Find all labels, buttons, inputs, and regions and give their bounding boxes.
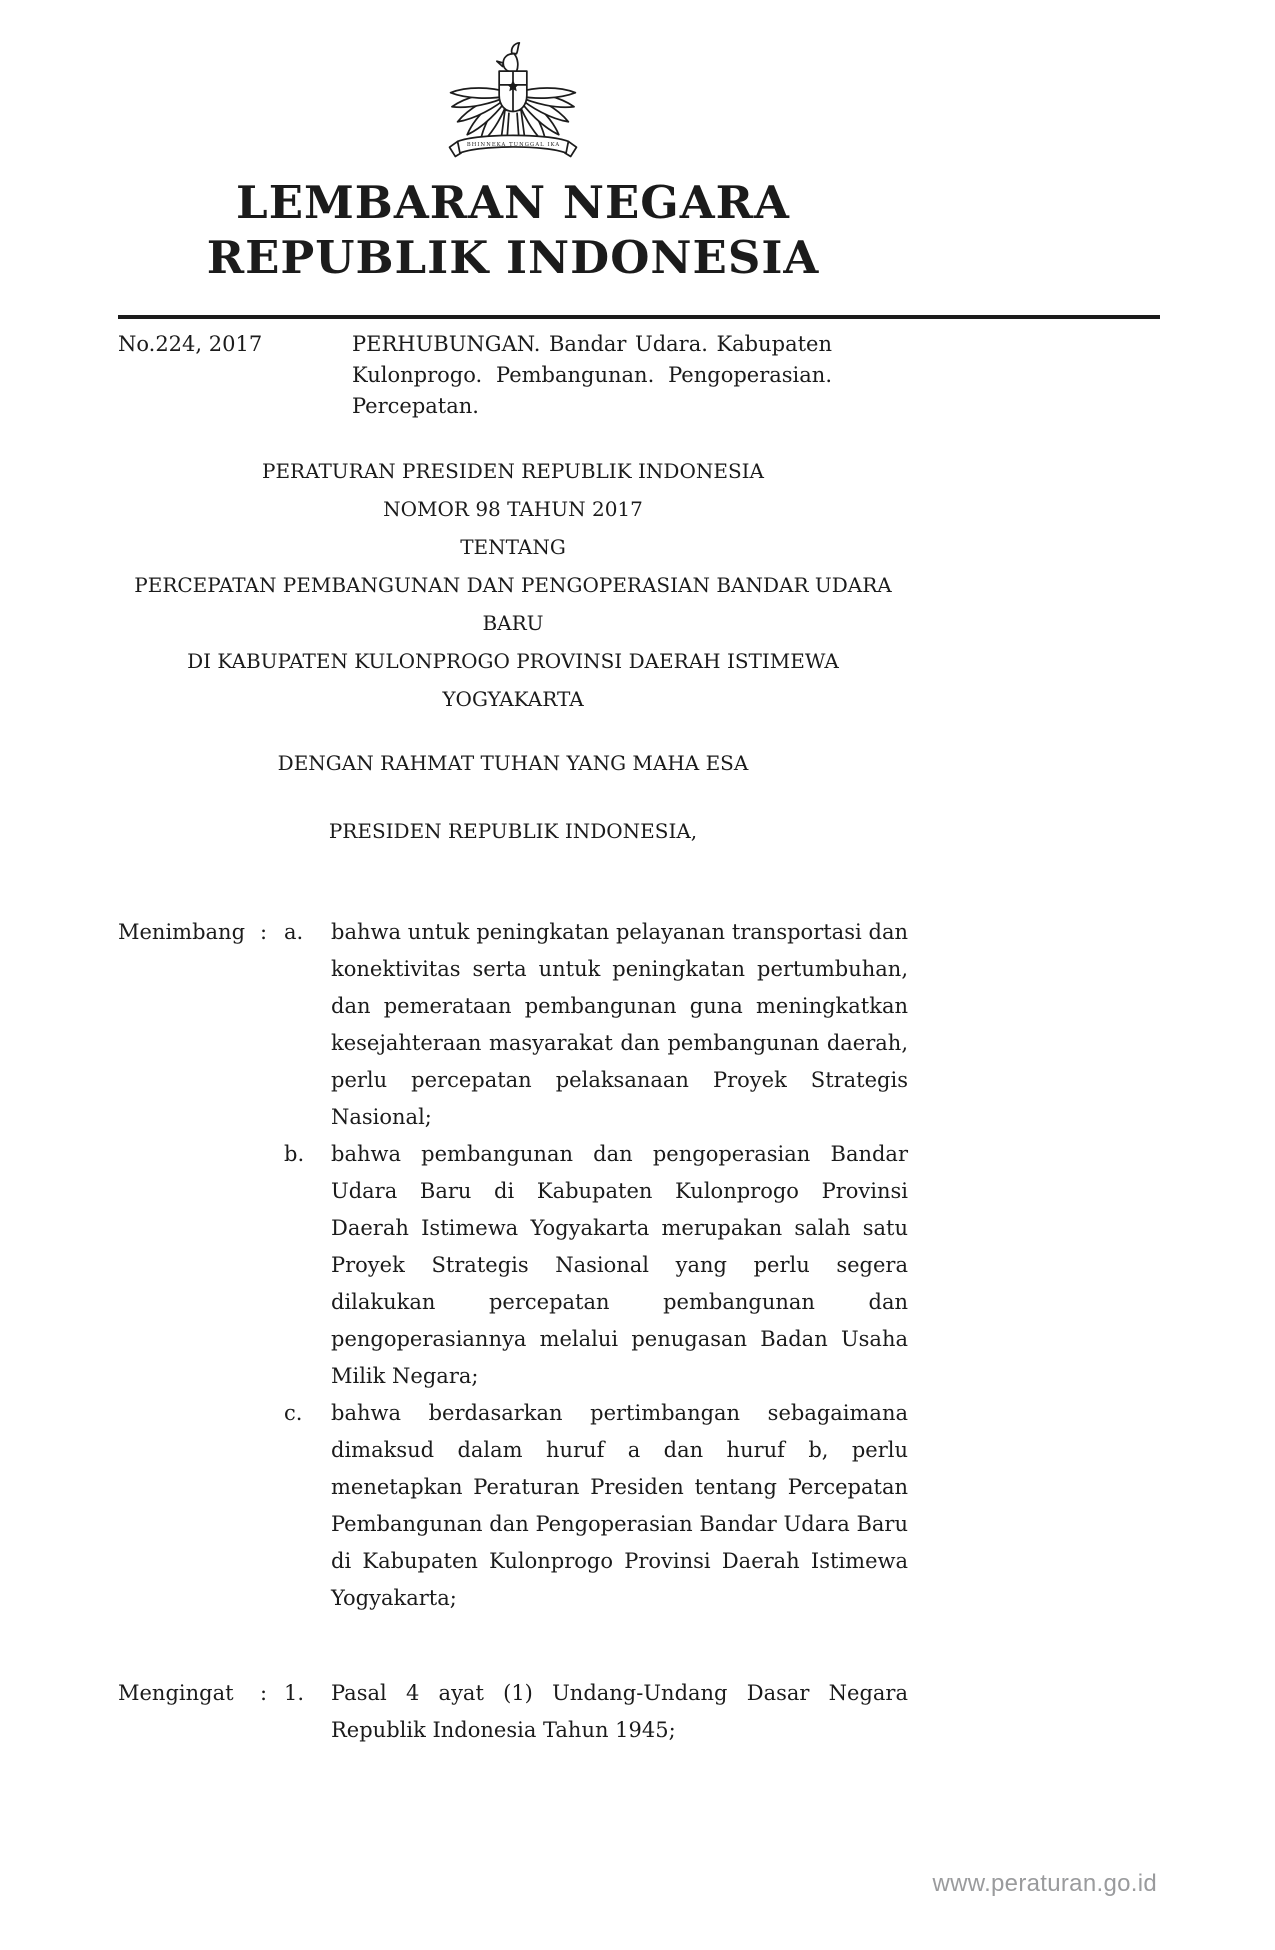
section-separator: : xyxy=(260,920,268,945)
garuda-pancasila-emblem xyxy=(438,34,588,167)
section-label: Mengingat xyxy=(118,1681,234,1706)
regulation-title-line-5: DI KABUPATEN KULONPROGO PROVINSI DAERAH ISTIMEWA YOGYAKARTA xyxy=(187,649,839,712)
recital-item xyxy=(118,1675,1160,1749)
item-text: bahwa berdasarkan pertimbangan sebagaimana dimaksud dalam huruf a dan huruf b, perlu menetapkan Peraturan Presiden tentang Percepatan Pembangunan dan Pengoperasian Bandar Udara Baru di Kabupaten Kulonprogo Provinsi Daerah Istimewa Yogyakarta; xyxy=(331,1401,908,1611)
invocation-line: DENGAN RAHMAT TUHAN YANG MAHA ESA xyxy=(277,751,749,776)
gazette-number: No.224, 2017 xyxy=(118,332,263,357)
gazette-meta xyxy=(118,329,908,422)
item-text: bahwa untuk peningkatan pelayanan transportasi dan konektivitas serta untuk peningkatan pertumbuhan, dan pemerataan pembangunan guna meningkatkan kesejahteraan masyarakat dan pembangunan daerah, perlu percepatan pelaksanaan Proyek Strategis Nasional; xyxy=(331,920,908,1130)
pancasila-shield xyxy=(499,71,527,111)
regulation-title-line-3: TENTANG xyxy=(460,535,566,560)
regulation-title-line-1: PERATURAN PRESIDEN REPUBLIK INDONESIA xyxy=(261,459,764,484)
source-watermark: www.peraturan.go.id xyxy=(932,1870,1157,1897)
item-text: Pasal 4 ayat (1) Undang-Undang Dasar Negara Republik Indonesia Tahun 1945; xyxy=(331,1681,908,1743)
gazette-subject: PERHUBUNGAN. Bandar Udara. Kabupaten Kulonprogo. Pembangunan. Pengoperasian. Percepatan. xyxy=(352,332,832,419)
consideration-item xyxy=(118,914,1160,1136)
masthead-line-2: REPUBLIK INDONESIA xyxy=(206,231,820,284)
section-label: Menimbang xyxy=(118,920,246,945)
section-separator: : xyxy=(260,1681,268,1706)
issuer-line: PRESIDEN REPUBLIK INDONESIA, xyxy=(328,819,698,844)
regulation-title-line-4: PERCEPATAN PEMBANGUNAN DAN PENGOPERASIAN BANDAR UDARA BARU xyxy=(134,573,892,636)
masthead-line-1: LEMBARAN NEGARA xyxy=(236,176,790,229)
mengingat-section xyxy=(118,1675,1160,1749)
menimbang-section xyxy=(118,914,1160,1617)
tail-feathers xyxy=(501,110,524,137)
motto-text: BHINNEKA TUNGGAL IKA xyxy=(466,142,560,149)
emblem-container xyxy=(118,34,908,167)
regulation-title-block xyxy=(118,452,908,718)
item-marker: 1. xyxy=(284,1681,305,1706)
masthead-title xyxy=(118,175,908,285)
item-marker: c. xyxy=(284,1401,303,1426)
masthead-rule xyxy=(118,315,1160,319)
eagle-head xyxy=(497,43,519,72)
item-text: bahwa pembangunan dan pengoperasian Bandar Udara Baru di Kabupaten Kulonprogo Provinsi Daerah Istimewa Yogyakarta merupakan salah satu Proyek Strategis Nasional yang perlu segera dilakukan percepatan pembangunan dan pengoperasiannya melalui penugasan Badan Usaha Milik Negara; xyxy=(331,1142,908,1389)
consideration-item xyxy=(118,1136,1160,1395)
regulation-title-line-2: NOMOR 98 TAHUN 2017 xyxy=(383,497,643,522)
item-marker: a. xyxy=(284,920,304,945)
item-marker: b. xyxy=(284,1142,305,1167)
consideration-item xyxy=(118,1395,1160,1617)
